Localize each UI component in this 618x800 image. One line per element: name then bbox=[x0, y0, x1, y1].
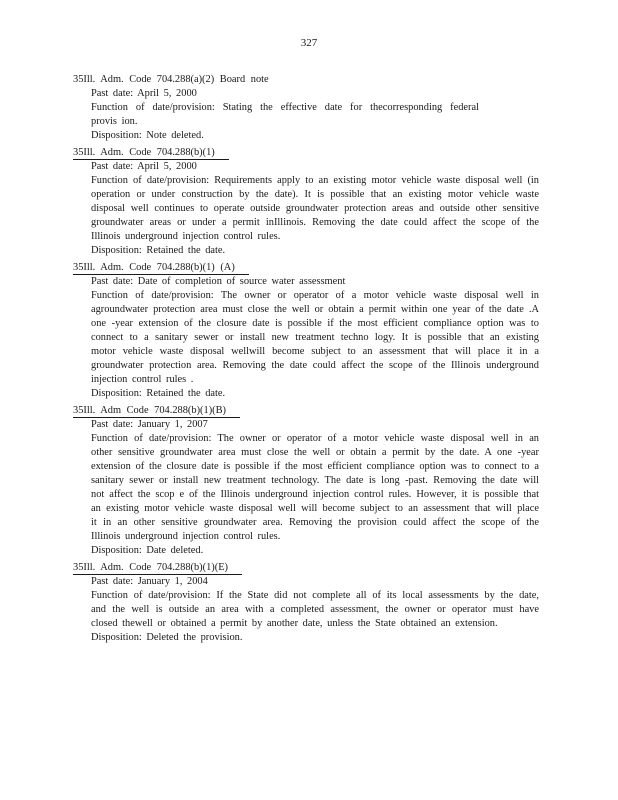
page-number: 327 bbox=[300, 37, 318, 49]
entry-past-date: Past date: Date of completion of source water assessment bbox=[91, 276, 346, 287]
entry-past-date: Past date: January 1, 2007 bbox=[91, 419, 208, 430]
entry-704-288-b-1-e bbox=[73, 561, 543, 645]
entry-citation: 35Ill. Adm. Code 704.288(b)(1) bbox=[73, 146, 229, 160]
entries-list bbox=[73, 73, 543, 648]
entry-704-288-b-1-a bbox=[73, 261, 543, 401]
entry-function: Function of date/provision: Stating the effective date for thecorresponding federal provis ion. bbox=[91, 102, 479, 127]
entry-function: Function of date/provision: The owner or operator of a motor vehicle waste disposal well in agroundwater protection area must close the well or obtain a permit within one year of the date .A one -year extension of the closure date is possible if the most efficient compliance option was to connect to a sanitary sewer or install new treatment techno logy. It is possible that an existing motor vehicle waste disposal wellwill become subject to an assessment that will place it in a groundwater protection area. Removing the date could affect the scope of the Illinois underground injection control rules . bbox=[91, 290, 539, 385]
entry-704-288-b-1 bbox=[73, 146, 543, 258]
entry-disposition: Disposition: Deleted the provision. bbox=[91, 632, 243, 643]
entry-disposition: Disposition: Note deleted. bbox=[91, 130, 204, 141]
entry-past-date: Past date: April 5, 2000 bbox=[91, 161, 197, 172]
entry-citation: 35Ill. Adm. Code 704.288(a)(2) Board note bbox=[73, 74, 269, 85]
entry-citation: 35Ill. Adm. Code 704.288(b)(1) (A) bbox=[73, 261, 249, 275]
entry-citation: 35Ill. Adm Code 704.288(b)(1)(B) bbox=[73, 404, 240, 418]
entry-disposition: Disposition: Date deleted. bbox=[91, 545, 204, 556]
entry-disposition: Disposition: Retained the date. bbox=[91, 388, 226, 399]
entry-citation: 35Ill. Adm. Code 704.288(b)(1)(E) bbox=[73, 561, 242, 575]
entry-function: Function of date/provision: If the State did not complete all of its local assessments by the date, and the well is outside an area with a completed assessment, the owner or operator must have closed thewell or obtained a permit by another date, unless the State obtained an extension. bbox=[91, 590, 539, 629]
entry-past-date: Past date: January 1, 2004 bbox=[91, 576, 208, 587]
entry-function: Function of date/provision: Requirements apply to an existing motor vehicle waste disposal well (in operation or under construction by the date). It is possible that an existing motor vehicle waste disposal well continues to operate outside groundwater protection areas and outside other sensitive groundwater areas or under a permit inIllinois. Removing the date could affect the scope of the Illinois underground injection control rules. bbox=[91, 175, 539, 242]
entry-function: Function of date/provision: The owner or operator of a motor vehicle waste disposal well in an other sensitive groundwater area must close the well or obtain a permit by the date. A one -year extension of the closure date is possible if the most efficient compliance option was to connect to a sanitary sewer or install new treatment technology. The date is long -past. Removing the date will not affect the scop e of the Illinois underground injection control rules. However, it is possible that an existing motor vehicle waste disposal well will become subject to an assessment that will place it in an other sensitive groundwater area. Removing the provision could affect the scope of the Illinois underground injection control rules. bbox=[91, 433, 539, 542]
entry-disposition: Disposition: Retained the date. bbox=[91, 245, 226, 256]
entry-704-288-a-2 bbox=[73, 73, 543, 143]
entry-past-date: Past date: April 5, 2000 bbox=[91, 88, 197, 99]
entry-704-288-b-1-b bbox=[73, 404, 543, 558]
